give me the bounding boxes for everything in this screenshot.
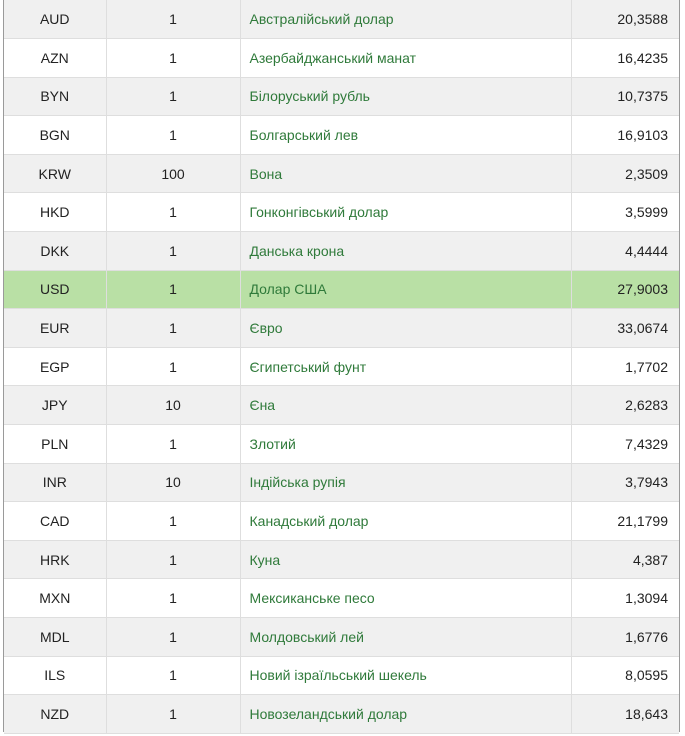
- currency-code: ILS: [4, 656, 106, 695]
- table-row: [4, 695, 679, 734]
- table-row: [4, 0, 679, 39]
- table-row: [4, 193, 679, 232]
- currency-unit: 1: [106, 695, 240, 734]
- currency-name-link[interactable]: Новий ізраїльський шекель: [249, 667, 427, 684]
- table-row: [4, 463, 679, 502]
- currency-unit: 1: [106, 347, 240, 386]
- currency-code: INR: [4, 463, 106, 502]
- currency-name-link[interactable]: Данська крона: [249, 242, 345, 259]
- currency-unit: 1: [106, 39, 240, 78]
- table-row: [4, 77, 679, 116]
- currency-unit: 1: [106, 502, 240, 541]
- currency-name-link[interactable]: Злотий: [249, 435, 296, 452]
- currency-rate: 3,7943: [571, 463, 679, 502]
- currency-code: MDL: [4, 618, 106, 657]
- currency-code: DKK: [4, 232, 106, 271]
- currency-rate: 20,3588: [571, 0, 679, 39]
- table-row: [4, 579, 679, 618]
- currency-rate: 18,643: [571, 695, 679, 734]
- currency-unit: 1: [106, 232, 240, 271]
- currency-code: BGN: [4, 116, 106, 155]
- currency-rate: 1,7702: [571, 347, 679, 386]
- currency-name-link[interactable]: Єгипетський фунт: [249, 358, 367, 375]
- table-row: [4, 618, 679, 657]
- currency-rates-table: [4, 0, 679, 734]
- currency-rate: 33,0674: [571, 309, 679, 348]
- table-row: [4, 116, 679, 155]
- currency-rate: 2,3509: [571, 154, 679, 193]
- currency-code: USD: [4, 270, 106, 309]
- currency-unit: 1: [106, 618, 240, 657]
- currency-name-link[interactable]: Азербайджанський манат: [249, 49, 417, 66]
- table-row: [4, 232, 679, 271]
- currency-unit: 1: [106, 656, 240, 695]
- table-row: [4, 502, 679, 541]
- currency-unit: 10: [106, 463, 240, 502]
- currency-rate: 8,0595: [571, 656, 679, 695]
- currency-name-link[interactable]: Євро: [249, 320, 283, 337]
- currency-rate: 10,7375: [571, 77, 679, 116]
- table-row: [4, 386, 679, 425]
- currency-name-link[interactable]: Болгарський лев: [249, 127, 359, 144]
- currency-unit: 1: [106, 309, 240, 348]
- currency-unit: 1: [106, 579, 240, 618]
- currency-name-link[interactable]: Молдовський лей: [249, 628, 364, 645]
- currency-code: KRW: [4, 154, 106, 193]
- currency-unit: 1: [106, 425, 240, 464]
- table-row: [4, 347, 679, 386]
- currency-rate: 7,4329: [571, 425, 679, 464]
- currency-name-link[interactable]: Долар США: [249, 281, 327, 298]
- currency-code: HRK: [4, 540, 106, 579]
- currency-rate: 16,4235: [571, 39, 679, 78]
- currency-unit: 1: [106, 116, 240, 155]
- table-row: [4, 425, 679, 464]
- table-row: [4, 656, 679, 695]
- currency-code: AZN: [4, 39, 106, 78]
- table-row: [4, 309, 679, 348]
- currency-name-link[interactable]: Вона: [249, 165, 283, 182]
- currency-name-link[interactable]: Канадський долар: [249, 513, 369, 530]
- currency-code: AUD: [4, 0, 106, 39]
- currency-rate: 3,5999: [571, 193, 679, 232]
- currency-code: NZD: [4, 695, 106, 734]
- currency-rate: 4,4444: [571, 232, 679, 271]
- currency-rate: 2,6283: [571, 386, 679, 425]
- currency-rate: 21,1799: [571, 502, 679, 541]
- currency-code: HKD: [4, 193, 106, 232]
- currency-rate: 4,387: [571, 540, 679, 579]
- currency-code: EGP: [4, 347, 106, 386]
- currency-name-link[interactable]: Австралійський долар: [249, 11, 394, 28]
- table-row: [4, 540, 679, 579]
- table-row: [4, 154, 679, 193]
- currency-table-frame: [3, 0, 680, 732]
- currency-rate: 1,6776: [571, 618, 679, 657]
- currency-code: BYN: [4, 77, 106, 116]
- currency-name-link[interactable]: Куна: [249, 551, 281, 568]
- currency-code: PLN: [4, 425, 106, 464]
- currency-rate: 1,3094: [571, 579, 679, 618]
- currency-code: JPY: [4, 386, 106, 425]
- table-row-highlighted: [4, 270, 679, 309]
- table-row: [4, 39, 679, 78]
- currency-unit: 1: [106, 77, 240, 116]
- currency-name-link[interactable]: Індійська рупія: [249, 474, 346, 491]
- currency-unit: 1: [106, 270, 240, 309]
- currency-name-link[interactable]: Мексиканське песо: [249, 590, 375, 607]
- currency-code: EUR: [4, 309, 106, 348]
- currency-name-link[interactable]: Новозеландський долар: [249, 705, 408, 722]
- currency-name-link[interactable]: Єна: [249, 397, 276, 414]
- currency-code: MXN: [4, 579, 106, 618]
- currency-unit: 1: [106, 540, 240, 579]
- currency-rate: 27,9003: [571, 270, 679, 309]
- currency-unit: 10: [106, 386, 240, 425]
- currency-name-link[interactable]: Білоруський рубль: [249, 88, 370, 105]
- currency-unit: 100: [106, 154, 240, 193]
- currency-unit: 1: [106, 0, 240, 39]
- currency-code: CAD: [4, 502, 106, 541]
- currency-unit: 1: [106, 193, 240, 232]
- currency-rate: 16,9103: [571, 116, 679, 155]
- currency-rows: [4, 0, 679, 733]
- currency-name-link[interactable]: Гонконгівський долар: [249, 204, 389, 221]
